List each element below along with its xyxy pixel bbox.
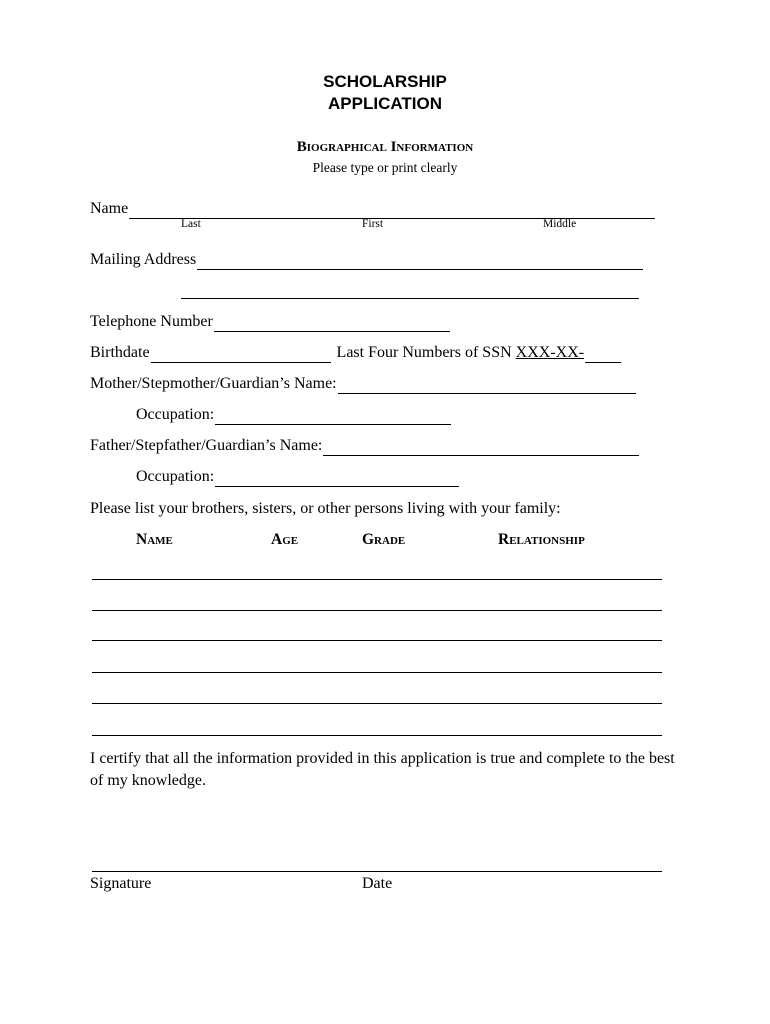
form-title-line1: SCHOLARSHIP: [323, 72, 447, 91]
father-name-label: Father/Stepfather/Guardian’s Name:: [90, 437, 323, 454]
name-label: Name: [90, 200, 129, 217]
telephone-label: Telephone Number: [90, 313, 213, 330]
mother-occupation-label: Occupation:: [136, 406, 215, 423]
father-name-field[interactable]: [323, 441, 639, 456]
father-occupation-row: [136, 467, 459, 487]
birthdate-field[interactable]: [151, 348, 331, 363]
birthdate-label: Birthdate: [90, 344, 150, 361]
telephone-field[interactable]: [214, 317, 450, 332]
instruction-text: Please type or print clearly: [312, 160, 458, 175]
ssn-last-four-field[interactable]: [585, 348, 621, 363]
family-row-line[interactable]: [92, 703, 662, 704]
name-middle-label: Middle: [543, 218, 577, 230]
certification-text: I certify that all the information provided in this application is true and complete to the best of my knowledge.: [90, 750, 675, 789]
column-name: Name: [136, 531, 173, 548]
mother-occupation-field[interactable]: [215, 410, 451, 425]
family-prompt: Please list your brothers, sisters, or other persons living with your family:: [90, 500, 561, 517]
form-title-line2: APPLICATION: [328, 94, 442, 113]
date-label: Date: [362, 875, 393, 892]
mailing-address-row: [90, 250, 643, 270]
family-row-line[interactable]: [92, 610, 662, 611]
mother-row: [90, 374, 636, 394]
name-last-label: Last: [181, 218, 201, 230]
mailing-address-label: Mailing Address: [90, 251, 197, 268]
section-heading: Biographical Information: [296, 139, 474, 155]
father-row: [90, 436, 639, 456]
mailing-address-field[interactable]: [197, 255, 643, 270]
mailing-address-line2-row: [180, 284, 639, 299]
column-relationship: Relationship: [498, 531, 585, 548]
mother-name-field[interactable]: [338, 379, 636, 394]
name-row: [90, 199, 655, 219]
ssn-label: Last Four Numbers of SSN: [336, 344, 512, 361]
name-field[interactable]: [129, 204, 655, 219]
family-row-line[interactable]: [92, 672, 662, 673]
family-row-line[interactable]: [92, 579, 662, 580]
column-age: Age: [271, 531, 299, 548]
father-occupation-field[interactable]: [215, 472, 459, 487]
column-grade: Grade: [362, 531, 406, 548]
telephone-row: [90, 312, 450, 332]
family-row-line[interactable]: [92, 640, 662, 641]
family-row-line[interactable]: [92, 735, 662, 736]
name-first-label: First: [362, 218, 384, 230]
mailing-address-line2-field[interactable]: [181, 284, 639, 299]
mother-name-label: Mother/Stepmother/Guardian’s Name:: [90, 375, 337, 392]
birthdate-ssn-row: [90, 343, 621, 363]
signature-label: Signature: [90, 875, 152, 892]
signature-line[interactable]: [92, 871, 662, 872]
father-occupation-label: Occupation:: [136, 468, 215, 485]
ssn-prefix: XXX-XX-: [515, 344, 585, 361]
mother-occupation-row: [136, 405, 451, 425]
